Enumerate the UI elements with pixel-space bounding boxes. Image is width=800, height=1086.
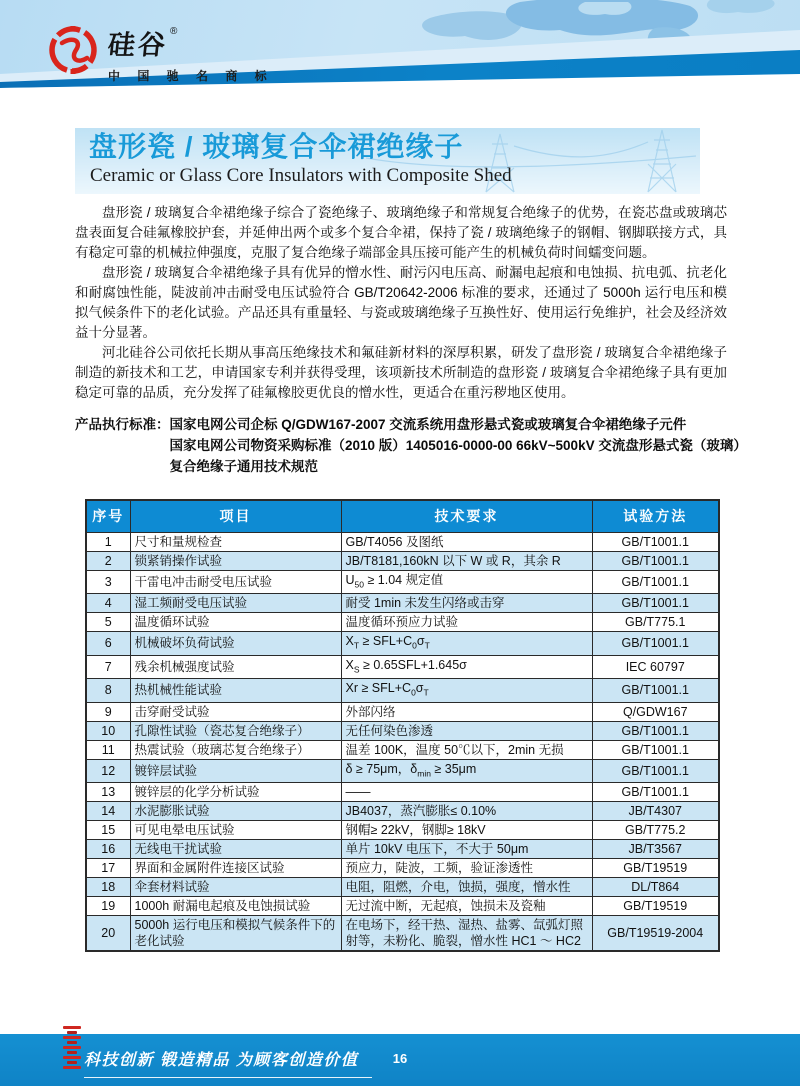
cell-item: 水泥膨胀试验	[130, 802, 341, 821]
cell-requirement: 温差 100K，温度 50℃以下，2min 无损	[341, 740, 592, 759]
col-header-no: 序号	[86, 500, 130, 532]
cell-requirement: ——	[341, 783, 592, 802]
table-row	[86, 655, 719, 679]
cell-no: 17	[86, 859, 130, 878]
registered-mark: ®	[170, 26, 178, 37]
cell-item: 孔隙性试验（瓷芯复合绝缘子）	[130, 721, 341, 740]
cell-method: GB/T1001.1	[592, 783, 719, 802]
cell-method: JB/T3567	[592, 840, 719, 859]
cell-method: Q/GDW167	[592, 702, 719, 721]
cell-requirement: GB/T4056 及图纸	[341, 532, 592, 551]
cell-requirement: $X_T \ge SFL+C_0\sigma_T$	[341, 632, 592, 656]
cell-item: 镀锌层试验	[130, 759, 341, 783]
cell-no: 19	[86, 897, 130, 916]
cell-method: GB/T1001.1	[592, 532, 719, 551]
cell-item: 热机械性能试验	[130, 679, 341, 703]
table-row	[86, 570, 719, 594]
cell-method: GB/T1001.1	[592, 721, 719, 740]
intro-paragraph-3: 河北硅谷公司依托长期从事高压绝缘技术和氟硅新材料的深厚积累，研发了盘形瓷 / 玻璃复合伞裙绝缘子制造的新技术和工艺，申请国家专利并获得受理，该项新技术所制造的盘形瓷 / 玻璃复合伞裙绝缘子具有更加稳定可靠的品质，充分发挥了硅氟橡胶更优良的憎水性，更适合在重污秽地区使用。	[75, 345, 727, 400]
table-body	[86, 532, 719, 951]
cell-method: GB/T775.1	[592, 613, 719, 632]
cell-no: 3	[86, 570, 130, 594]
cell-no: 1	[86, 532, 130, 551]
footer-slogan: 科技创新 锻造精品 为顾客创造价值	[84, 1047, 372, 1078]
table-row	[86, 551, 719, 570]
cell-no: 20	[86, 916, 130, 952]
cell-item: 5000h 运行电压和模拟气候条件下的老化试验	[130, 916, 341, 952]
cell-no: 5	[86, 613, 130, 632]
product-title-banner	[75, 128, 700, 194]
cell-item: 温度循环试验	[130, 613, 341, 632]
cell-requirement: 耐受 1min 未发生闪络或击穿	[341, 594, 592, 613]
table-row	[86, 897, 719, 916]
col-header-item: 项目	[130, 500, 341, 532]
cell-method: GB/T1001.1	[592, 679, 719, 703]
col-header-method: 试验方法	[592, 500, 719, 532]
cell-requirement: 外部闪络	[341, 702, 592, 721]
cell-no: 8	[86, 679, 130, 703]
cell-requirement: 电阻，阻燃，介电，蚀损，强度，憎水性	[341, 878, 592, 897]
cell-requirement: 无任何染色渗透	[341, 721, 592, 740]
product-title-zh: 盘形瓷 / 玻璃复合伞裙绝缘子	[89, 131, 464, 162]
cell-no: 7	[86, 655, 130, 679]
cell-method: GB/T1001.1	[592, 740, 719, 759]
intro-paragraph-2: 盘形瓷 / 玻璃复合伞裙绝缘子具有优异的憎水性、耐污闪电压高、耐漏电起痕和电蚀损、抗电弧、抗老化和耐腐蚀性能，陡波前冲击耐受电压试验符合 GB/T20642-2006 标准的要求，还通过了 5000h 运行电压和模拟气候条件下的老化试验。产品还具有重量轻、与瓷或玻璃绝缘子互换性好、使用运行免维护，社会及经济效益十分显著。	[75, 265, 727, 340]
table-row	[86, 632, 719, 656]
cell-no: 4	[86, 594, 130, 613]
table-row	[86, 916, 719, 952]
table-row	[86, 532, 719, 551]
cell-requirement: 钢帽≥ 22kV，钢脚≥ 18kV	[341, 821, 592, 840]
cell-item: 锁紧销操作试验	[130, 551, 341, 570]
page-header	[0, 0, 800, 88]
cell-no: 16	[86, 840, 130, 859]
cell-requirement: $X_S \ge 0.65SFL+1.645\sigma$	[341, 655, 592, 679]
cell-requirement: 无过流中断，无起痕，蚀损未及瓷釉	[341, 897, 592, 916]
cell-no: 13	[86, 783, 130, 802]
cell-method: GB/T1001.1	[592, 594, 719, 613]
cell-item: 机械破坏负荷试验	[130, 632, 341, 656]
cell-no: 18	[86, 878, 130, 897]
table-row	[86, 613, 719, 632]
cell-no: 11	[86, 740, 130, 759]
table-row	[86, 859, 719, 878]
cell-method: GB/T1001.1	[592, 632, 719, 656]
cell-item: 热震试验（玻璃芯复合绝缘子）	[130, 740, 341, 759]
cell-item: 1000h 耐漏电起痕及电蚀损试验	[130, 897, 341, 916]
table-row	[86, 740, 719, 759]
table-row	[86, 802, 719, 821]
table-row	[86, 840, 719, 859]
silicon-valley-logo-icon	[46, 22, 100, 78]
cell-item: 无线电干扰试验	[130, 840, 341, 859]
cell-requirement: JB4037，蒸汽膨胀≤ 0.10%	[341, 802, 592, 821]
product-title-en: Ceramic or Glass Core Insulators with Composite Shed	[90, 165, 512, 186]
table-row	[86, 759, 719, 783]
cell-method: GB/T775.2	[592, 821, 719, 840]
standards-line: 国家电网公司企标 Q/GDW167-2007 交流系统用盘形悬式瓷或玻璃复合伞裙绝缘子元件	[169, 417, 687, 432]
brand-name: 硅谷	[106, 30, 170, 60]
cell-no: 10	[86, 721, 130, 740]
cell-item: 镀锌层的化学分析试验	[130, 783, 341, 802]
cell-requirement: JB/T8181,160kN 以下 W 或 R，其余 R	[341, 551, 592, 570]
standards-line: 国家电网公司物资采购标准（2010 版）1405016-0000-00 66kV~500kV 交流盘形悬式瓷（玻璃）	[169, 438, 747, 453]
cell-method: DL/T864	[592, 878, 719, 897]
cell-no: 12	[86, 759, 130, 783]
col-header-req: 技术要求	[341, 500, 592, 532]
cell-method: GB/T19519-2004	[592, 916, 719, 952]
cell-item: 尺寸和量规检查	[130, 532, 341, 551]
cell-method: GB/T1001.1	[592, 570, 719, 594]
table-row	[86, 783, 719, 802]
table-header	[86, 500, 719, 532]
page-number: 16	[392, 1051, 408, 1066]
table-row	[86, 878, 719, 897]
cell-no: 9	[86, 702, 130, 721]
cell-method: JB/T4307	[592, 802, 719, 821]
test-items-table	[85, 499, 720, 952]
table-row	[86, 821, 719, 840]
standards-lines	[170, 414, 747, 477]
cell-requirement: 单片 10kV 电压下，不大于 50μm	[341, 840, 592, 859]
standards-section	[75, 414, 747, 477]
cell-no: 14	[86, 802, 130, 821]
cell-no: 6	[86, 632, 130, 656]
cell-item: 残余机械强度试验	[130, 655, 341, 679]
cell-requirement: 温度循环预应力试验	[341, 613, 592, 632]
cell-requirement: 在电场下，经干热、湿热、盐雾、氙弧灯照射等，未粉化、脆裂，憎水性 HC1 ～ HC2	[341, 916, 592, 952]
standards-label: 产品执行标准：	[75, 417, 170, 432]
cell-requirement: $U_{50} \ge 1.04$ 规定值	[341, 570, 592, 594]
cell-item: 湿工频耐受电压试验	[130, 594, 341, 613]
intro-paragraph-1: 盘形瓷 / 玻璃复合伞裙绝缘子综合了瓷绝缘子、玻璃绝缘子和常规复合绝缘子的优势，在瓷芯盘或玻璃芯盘表面复合硅氟橡胶护套，并延伸出两个或多个复合伞裙，保持了瓷 / 玻璃绝缘子的钢帽、钢脚联接方式，具有稳定可靠的机械拉伸强度，克服了复合绝缘子端部金具压接可能产生的机械负荷时间蠕变问题。	[75, 205, 727, 260]
brand-logo	[46, 22, 274, 84]
cell-item: 界面和金属附件连接区试验	[130, 859, 341, 878]
cell-method: IEC 60797	[592, 655, 719, 679]
cell-requirement: δ ≥ 75μm，$\delta_{min} \ge 35\mu m$	[341, 759, 592, 783]
table-row	[86, 702, 719, 721]
cell-method: GB/T19519	[592, 859, 719, 878]
brand-subtitle: 中 国 驰 名 商 标	[108, 69, 274, 83]
standards-line: 复合绝缘子通用技术规范	[169, 459, 318, 474]
cell-no: 2	[86, 551, 130, 570]
product-description	[75, 203, 727, 403]
cell-method: GB/T1001.1	[592, 759, 719, 783]
cell-item: 干雷电冲击耐受电压试验	[130, 570, 341, 594]
table-row	[86, 594, 719, 613]
cell-item: 击穿耐受试验	[130, 702, 341, 721]
table-row	[86, 679, 719, 703]
cell-item: 伞套材料试验	[130, 878, 341, 897]
cell-requirement: 预应力，陡波，工频，验证渗透性	[341, 859, 592, 878]
cell-item: 可见电晕电压试验	[130, 821, 341, 840]
cell-no: 15	[86, 821, 130, 840]
cell-requirement: $Xr \ge SFL+C_0\sigma_T$	[341, 679, 592, 703]
cell-method: GB/T1001.1	[592, 551, 719, 570]
page-footer	[0, 1034, 800, 1086]
table-row	[86, 721, 719, 740]
cell-method: GB/T19519	[592, 897, 719, 916]
